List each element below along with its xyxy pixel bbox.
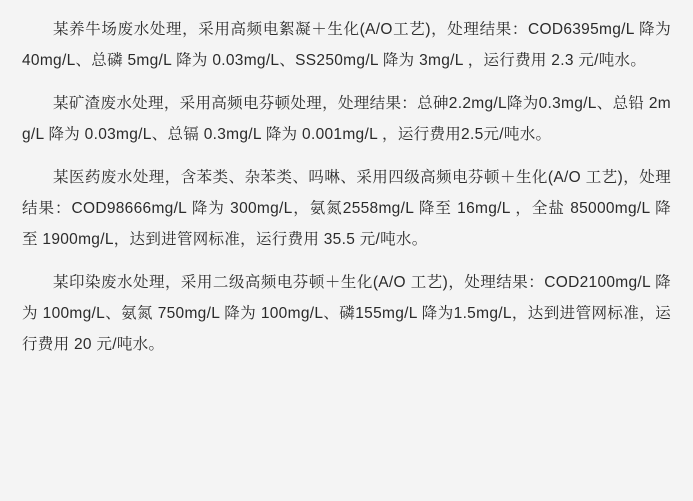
paragraph-pharmaceutical-wastewater: 某医药废水处理，含苯类、杂苯类、吗啉、采用四级高频电芬顿＋生化(A/O 工艺)，处理结果：COD98666mg/L 降为 300mg/L，氨氮2558mg/L 降至 16mg/L ，全盐 85000mg/L 降至 1900mg/L，达到进管网标准，运行费用 35.5 元/吨水。 xyxy=(22,169,671,248)
paragraph-slag-wastewater: 某矿渣废水处理，采用高频电芬顿处理，处理结果：总砷2.2mg/L降为0.3mg/L、总铅 2mg/L 降为 0.03mg/L、总镉 0.3mg/L 降为 0.001mg/L ，运行费用2.5元/吨水。 xyxy=(22,95,671,143)
paragraph-cattle-farm-wastewater: 某养牛场废水处理，采用高频电絮凝＋生化(A/O工艺)，处理结果：COD6395mg/L 降为 40mg/L、总磷 5mg/L 降为 0.03mg/L、SS250mg/L 降为 3mg/L ，运行费用 2.3 元/吨水。 xyxy=(22,21,671,69)
paragraph-printing-dyeing-wastewater: 某印染废水处理，采用二级高频电芬顿＋生化(A/O 工艺)，处理结果：COD2100mg/L 降为 100mg/L、氨氮 750mg/L 降为 100mg/L、磷155mg/L 降为1.5mg/L，达到进管网标准，运行费用 20 元/吨水。 xyxy=(22,274,671,353)
